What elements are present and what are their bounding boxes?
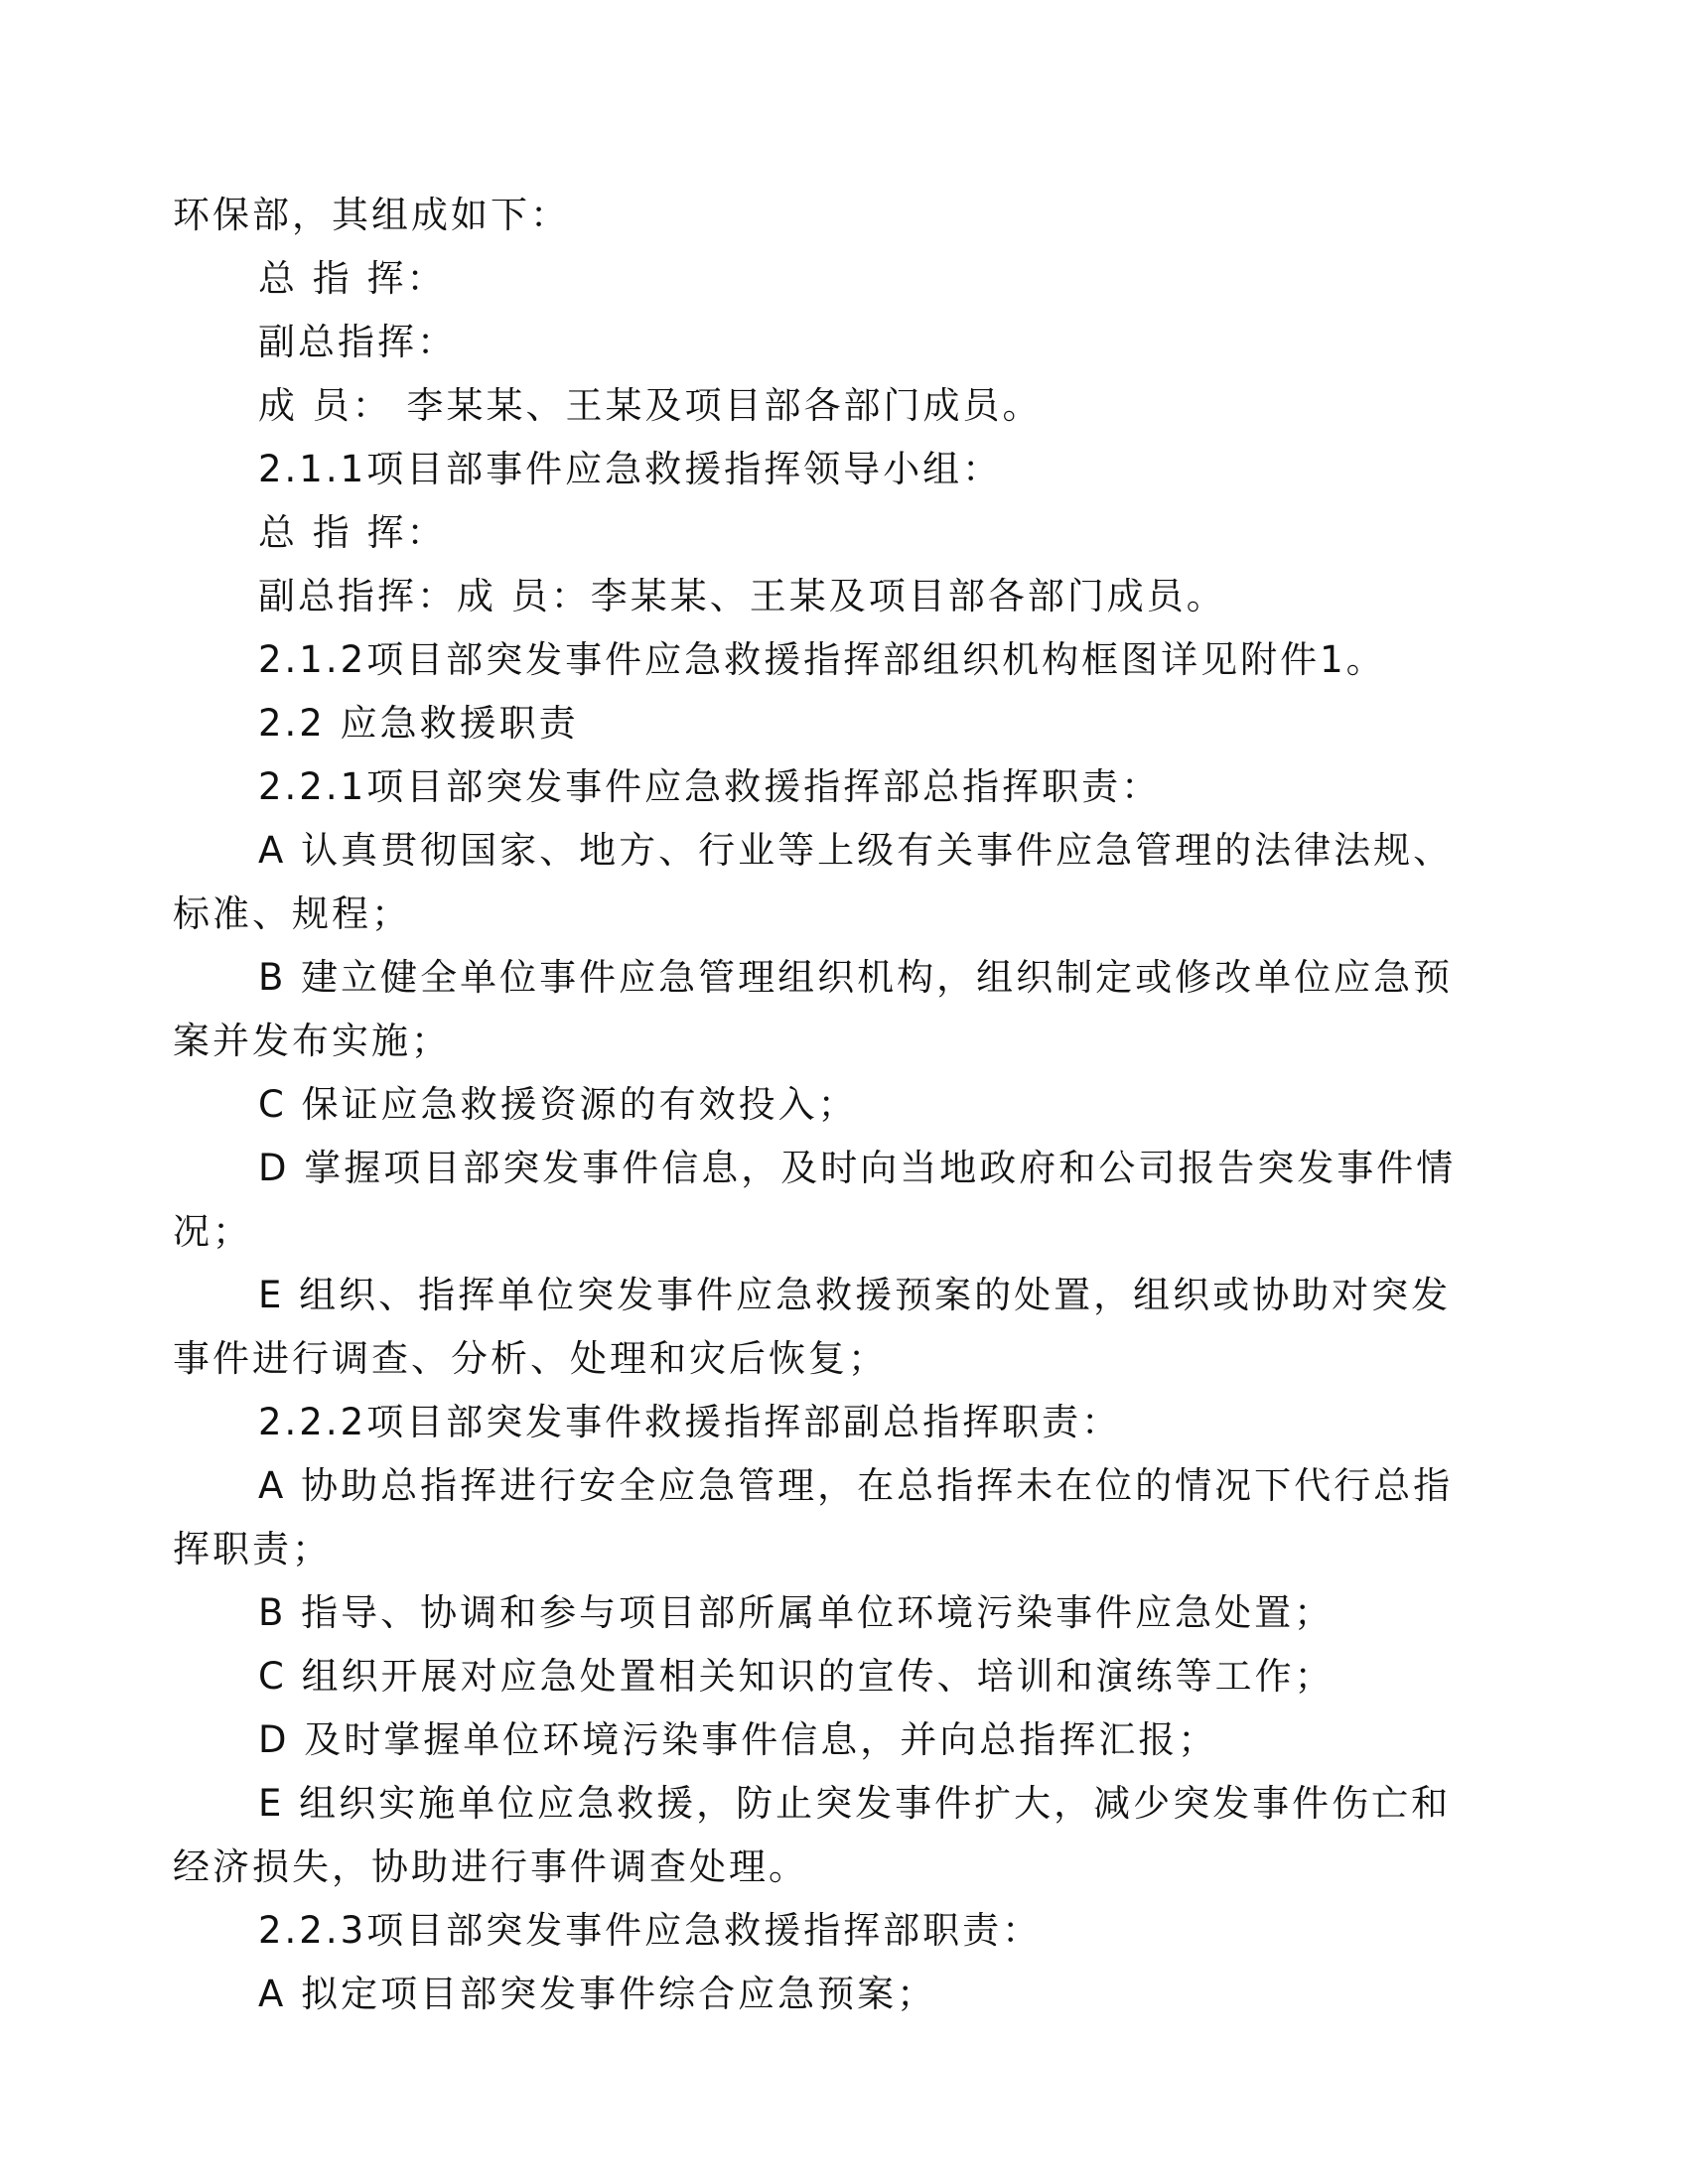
paragraph-line: 经济损失，协助进行事件调查处理。	[173, 1845, 808, 1888]
paragraph-line: 2.2.3项目部突发事件应急救援指挥部职责：	[258, 1909, 1043, 1952]
paragraph-line: B 建立健全单位事件应急管理组织机构，组织制定或修改单位应急预	[258, 956, 1454, 999]
section-heading: 2.2 应急救援职责	[258, 702, 579, 745]
paragraph-line: 总 指 挥：	[258, 257, 447, 300]
paragraph-line: 况；	[173, 1210, 252, 1253]
paragraph-line: 副总指挥：成 员：李某某、王某及项目部各部门成员。	[258, 575, 1226, 617]
paragraph-line: A 拟定项目部突发事件综合应急预案；	[258, 1973, 937, 2015]
paragraph-line: A 协助总指挥进行安全应急管理，在总指挥未在位的情况下代行总指	[258, 1464, 1454, 1507]
paragraph-line: E 组织、指挥单位突发事件应急救援预案的处置，组织或协助对突发	[258, 1274, 1452, 1316]
paragraph-line: D 及时掌握单位环境污染事件信息，并向总指挥汇报；	[258, 1718, 1218, 1761]
paragraph-line: 2.2.1项目部突发事件应急救援指挥部总指挥职责：	[258, 765, 1162, 808]
paragraph-line: E 组织实施单位应急救援，防止突发事件扩大，减少突发事件伤亡和	[258, 1782, 1452, 1825]
paragraph-line: D 掌握项目部突发事件信息，及时向当地政府和公司报告突发事件情	[258, 1147, 1457, 1189]
paragraph-line: 总 指 挥：	[258, 511, 447, 554]
paragraph-line: A 认真贯彻国家、地方、行业等上级有关事件应急管理的法律法规、	[258, 829, 1454, 872]
paragraph-line: 2.1.2项目部突发事件应急救援指挥部组织机构框图详见附件1。	[258, 638, 1386, 681]
paragraph-line: 成 员： 李某某、王某及项目部各部门成员。	[258, 384, 1043, 427]
paragraph-line: 标准、规程；	[173, 892, 411, 935]
paragraph-line: 挥职责；	[173, 1528, 332, 1570]
paragraph-line: 2.2.2项目部突发事件救援指挥部副总指挥职责：	[258, 1401, 1122, 1443]
paragraph-line: C 保证应急救援资源的有效投入；	[258, 1083, 858, 1126]
paragraph-line: 2.1.1项目部事件应急救援指挥领导小组：	[258, 448, 1003, 490]
paragraph-line: 副总指挥：	[258, 321, 457, 363]
document-body	[173, 184, 1515, 2026]
paragraph-line: 环保部，其组成如下：	[173, 194, 570, 236]
paragraph-line: 案并发布实施；	[173, 1020, 451, 1062]
paragraph-line: C 组织开展对应急处置相关知识的宣传、培训和演练等工作；	[258, 1655, 1335, 1698]
paragraph-line: B 指导、协调和参与项目部所属单位环境污染事件应急处置；	[258, 1591, 1335, 1634]
paragraph-line: 事件进行调查、分析、处理和灾后恢复；	[173, 1337, 888, 1380]
